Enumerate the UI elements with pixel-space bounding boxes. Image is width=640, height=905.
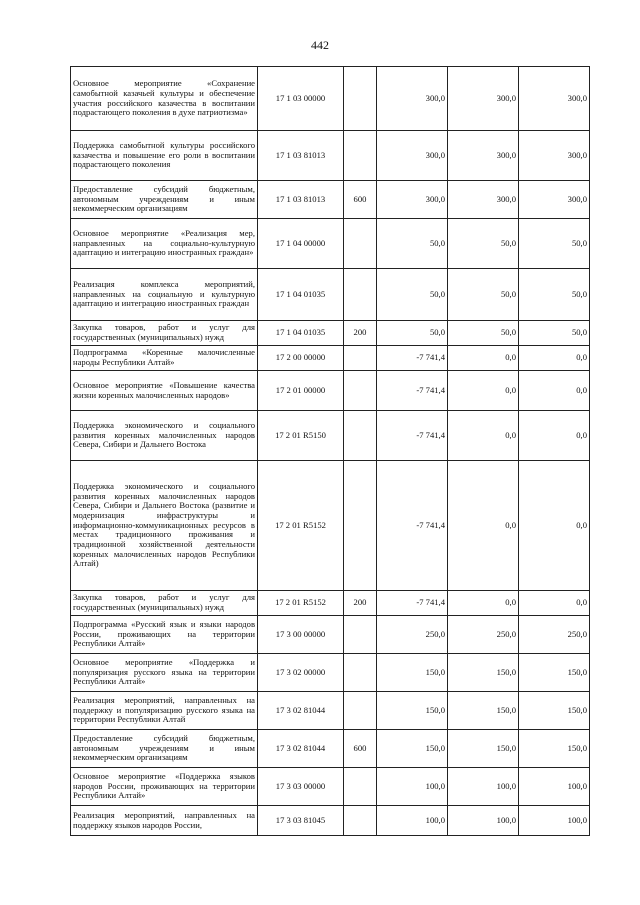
row-code: 17 1 04 01035 <box>258 321 344 346</box>
row-value-1: -7 741,4 <box>377 346 448 371</box>
row-value-2: 50,0 <box>448 219 519 269</box>
row-value-3: 150,0 <box>519 692 590 730</box>
row-value-1: 300,0 <box>377 131 448 181</box>
table-row <box>71 692 590 730</box>
row-value-3: 150,0 <box>519 730 590 768</box>
row-value-1: -7 741,4 <box>377 411 448 461</box>
row-name: Основное мероприятие «Повышение качества жизни коренных малочисленных народов» <box>71 371 258 411</box>
row-kvr <box>344 616 377 654</box>
row-value-3: 50,0 <box>519 219 590 269</box>
row-value-2: 250,0 <box>448 616 519 654</box>
row-value-3: 0,0 <box>519 461 590 591</box>
row-value-2: 150,0 <box>448 654 519 692</box>
row-code: 17 2 01 R5152 <box>258 461 344 591</box>
page-number: 442 <box>311 38 329 52</box>
row-code: 17 1 03 81013 <box>258 181 344 219</box>
row-code: 17 3 03 00000 <box>258 768 344 806</box>
table-row <box>71 616 590 654</box>
table-row <box>71 591 590 616</box>
row-code: 17 3 02 00000 <box>258 654 344 692</box>
table-row <box>71 806 590 836</box>
row-value-1: -7 741,4 <box>377 461 448 591</box>
row-kvr <box>344 269 377 321</box>
row-value-2: 150,0 <box>448 692 519 730</box>
row-value-2: 300,0 <box>448 181 519 219</box>
row-kvr: 600 <box>344 181 377 219</box>
row-value-3: 0,0 <box>519 371 590 411</box>
table-row <box>71 371 590 411</box>
row-name: Основное мероприятие «Поддержка языков народов России, проживающих на территории Республики Алтай» <box>71 768 258 806</box>
row-value-3: 100,0 <box>519 806 590 836</box>
row-code: 17 3 02 81044 <box>258 692 344 730</box>
row-name: Реализация комплекса мероприятий, направленных на социальную и культурную адаптацию и интеграцию иностранных граждан <box>71 269 258 321</box>
row-name: Предоставление субсидий бюджетным, автономным учреждениям и иным некоммерческим организациям <box>71 181 258 219</box>
row-kvr: 200 <box>344 591 377 616</box>
row-value-1: 250,0 <box>377 616 448 654</box>
row-name: Основное мероприятие «Сохранение самобытной казачьей культуры и обеспечение участия российского казачества в воспитании подрастающего поколения в духе патриотизма» <box>71 67 258 131</box>
row-kvr: 600 <box>344 730 377 768</box>
row-value-1: 150,0 <box>377 654 448 692</box>
row-value-1: 150,0 <box>377 692 448 730</box>
row-value-1: -7 741,4 <box>377 371 448 411</box>
row-kvr <box>344 411 377 461</box>
row-name: Реализация мероприятий, направленных на поддержку и популяризацию русского языка на территории Республики Алтай <box>71 692 258 730</box>
row-value-3: 0,0 <box>519 411 590 461</box>
budget-table <box>70 66 590 836</box>
row-value-3: 50,0 <box>519 321 590 346</box>
row-name: Подпрограмма «Коренные малочисленные народы Республики Алтай» <box>71 346 258 371</box>
row-value-2: 50,0 <box>448 269 519 321</box>
row-code: 17 3 00 00000 <box>258 616 344 654</box>
row-kvr <box>344 692 377 730</box>
row-value-1: 100,0 <box>377 806 448 836</box>
row-code: 17 3 02 81044 <box>258 730 344 768</box>
row-value-3: 300,0 <box>519 181 590 219</box>
row-value-1: 50,0 <box>377 321 448 346</box>
row-kvr <box>344 346 377 371</box>
row-value-3: 150,0 <box>519 654 590 692</box>
row-name: Основное мероприятие «Поддержка и популяризация русского языка на территории Республики Алтай» <box>71 654 258 692</box>
row-name: Закупка товаров, работ и услуг для государственных (муниципальных) нужд <box>71 591 258 616</box>
row-kvr <box>344 219 377 269</box>
row-code: 17 2 01 R5150 <box>258 411 344 461</box>
row-value-3: 0,0 <box>519 591 590 616</box>
table-row <box>71 461 590 591</box>
row-kvr: 200 <box>344 321 377 346</box>
row-name: Реализация мероприятий, направленных на поддержку языков народов России, <box>71 806 258 836</box>
row-value-2: 0,0 <box>448 411 519 461</box>
table-row <box>71 654 590 692</box>
row-value-1: 50,0 <box>377 269 448 321</box>
row-name: Подпрограмма «Русский язык и языки народов России, проживающих на территории Республики Алтай» <box>71 616 258 654</box>
row-kvr <box>344 806 377 836</box>
row-code: 17 1 04 00000 <box>258 219 344 269</box>
row-value-2: 50,0 <box>448 321 519 346</box>
row-kvr <box>344 131 377 181</box>
row-name: Поддержка экономического и социального развития коренных малочисленных народов Севера, Сибири и Дальнего Востока (развитие и модернизация инфраструктуры и информационно-коммуникационных ресурсов в местах традиционного проживания и традиционной хозяйственной деятельности коренных малочисленных народов Республики Алтай) <box>71 461 258 591</box>
row-code: 17 2 00 00000 <box>258 346 344 371</box>
table-row <box>71 730 590 768</box>
row-value-1: 50,0 <box>377 219 448 269</box>
row-code: 17 3 03 81045 <box>258 806 344 836</box>
table-row <box>71 269 590 321</box>
row-value-2: 0,0 <box>448 371 519 411</box>
row-value-3: 300,0 <box>519 67 590 131</box>
row-value-2: 0,0 <box>448 461 519 591</box>
row-kvr <box>344 67 377 131</box>
row-value-3: 300,0 <box>519 131 590 181</box>
table-row <box>71 219 590 269</box>
row-value-1: -7 741,4 <box>377 591 448 616</box>
row-name: Предоставление субсидий бюджетным, автономным учреждениям и иным некоммерческим организациям <box>71 730 258 768</box>
table-row <box>71 321 590 346</box>
row-value-1: 150,0 <box>377 730 448 768</box>
row-code: 17 1 03 00000 <box>258 67 344 131</box>
row-kvr <box>344 654 377 692</box>
row-value-2: 100,0 <box>448 806 519 836</box>
row-value-2: 100,0 <box>448 768 519 806</box>
row-kvr <box>344 371 377 411</box>
table-row <box>71 131 590 181</box>
row-value-2: 150,0 <box>448 730 519 768</box>
row-value-2: 0,0 <box>448 591 519 616</box>
row-code: 17 1 04 01035 <box>258 269 344 321</box>
table-row <box>71 67 590 131</box>
row-name: Основное мероприятие «Реализация мер, направленных на социально-культурную адаптацию и интеграцию иностранных граждан» <box>71 219 258 269</box>
row-value-2: 0,0 <box>448 346 519 371</box>
row-value-3: 50,0 <box>519 269 590 321</box>
row-value-2: 300,0 <box>448 131 519 181</box>
row-value-1: 300,0 <box>377 67 448 131</box>
table-row <box>71 411 590 461</box>
row-code: 17 1 03 81013 <box>258 131 344 181</box>
table-row <box>71 346 590 371</box>
row-code: 17 2 01 R5152 <box>258 591 344 616</box>
row-value-2: 300,0 <box>448 67 519 131</box>
row-value-3: 0,0 <box>519 346 590 371</box>
row-kvr <box>344 768 377 806</box>
row-value-1: 100,0 <box>377 768 448 806</box>
table-row <box>71 181 590 219</box>
row-value-3: 100,0 <box>519 768 590 806</box>
row-value-1: 300,0 <box>377 181 448 219</box>
row-name: Поддержка экономического и социального развития коренных малочисленных народов Севера, Сибири и Дальнего Востока <box>71 411 258 461</box>
row-code: 17 2 01 00000 <box>258 371 344 411</box>
row-name: Закупка товаров, работ и услуг для государственных (муниципальных) нужд <box>71 321 258 346</box>
table-row <box>71 768 590 806</box>
row-name: Поддержка самобытной культуры российского казачества и повышение его роли в воспитании подрастающего поколения <box>71 131 258 181</box>
row-kvr <box>344 461 377 591</box>
row-value-3: 250,0 <box>519 616 590 654</box>
